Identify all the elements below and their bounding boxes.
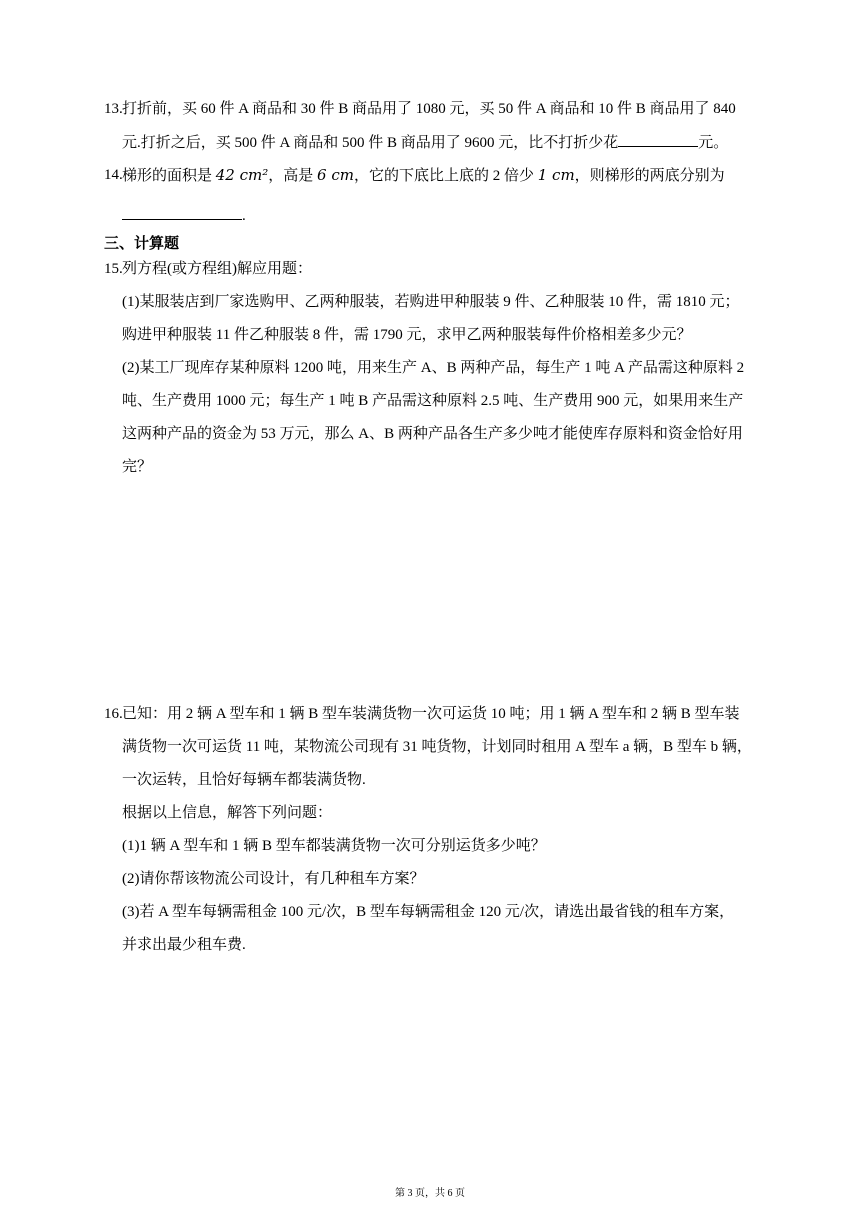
subquestion-1-line: 购进甲种服装 11 件乙种服装 8 件，需 1790 元，求甲乙两种服装每件价格相差多少元？ [122, 327, 692, 343]
answer-blank[interactable] [122, 199, 242, 220]
period: . [242, 208, 246, 224]
question-text-line: 根据以上信息，解答下列问题： [122, 805, 333, 821]
question-text-line: 满货物一次可运货 11 吨，某物流公司现有 31 吨货物，计划同时租用 A 型车 a 辆，B 型车 b 辆， [122, 739, 752, 755]
subquestion-3-line: (3)若 A 型车每辆需租金 100 元/次，B 型车每辆需租金 120 元/次，请选出最省钱的租车方案， [122, 904, 735, 920]
question-number: 13. [104, 101, 123, 117]
question-15 [104, 253, 764, 484]
section-heading: 三、计算题 [104, 234, 180, 252]
page-footer: 第 3 页，共 6 页 [395, 1188, 465, 1199]
question-13 [104, 93, 764, 160]
subquestion-2: (2)请你帮该物流公司设计，有几种租车方案？ [122, 871, 425, 887]
question-text-line: 打折前，买 60 件 A 商品和 30 件 B 商品用了 1080 元，买 50 件 A 商品和 10 件 B 商品用了 840 [122, 101, 736, 117]
question-14 [104, 159, 764, 233]
question-text: 梯形的面积是 [122, 168, 216, 184]
question-number: 16. [104, 706, 123, 722]
question-text-suffix: 元。 [698, 135, 729, 151]
question-intro: 列方程(或方程组)解应用题： [122, 261, 312, 277]
question-text-line: 一次运转，且恰好每辆车都装满货物. [122, 772, 366, 788]
question-text-line: 元.打折之后，买 500 件 A 商品和 500 件 B 商品用了 9600 元，比不打折少花 [122, 135, 619, 151]
math-diff: 1 cm [537, 166, 575, 184]
question-number: 14. [104, 167, 123, 183]
subquestion-2-line: 这两种产品的资金为 53 万元，那么 A、B 两种产品各生产多少吨才能使库存原料和资金恰好用 [122, 426, 743, 442]
math-height: 6 cm [317, 166, 354, 184]
question-text: ，它的下底比上底的 2 倍少 [353, 168, 538, 184]
math-area: 42 cm² [215, 166, 269, 184]
subquestion-2-line: 吨、生产费用 1000 元；每生产 1 吨 B 产品需这种原料 2.5 吨、生产费用 900 元，如果用来生产 [122, 393, 744, 409]
answer-blank[interactable] [618, 126, 698, 147]
question-16 [104, 698, 764, 962]
subquestion-2-line: (2)某工厂现库存某种原料 1200 吨，用来生产 A、B 两种产品，每生产 1 吨 A 产品需这种原料 2 [122, 360, 745, 376]
question-text: ，高是 [268, 168, 318, 184]
subquestion-1-line: (1)某服装店到厂家选购甲、乙两种服装，若购进甲种服装 9 件、乙种服装 10 件，需 1810 元； [122, 294, 740, 310]
subquestion-2-line: 完？ [122, 459, 153, 475]
subquestion-3-line: 并求出最少租车费. [122, 937, 246, 953]
subquestion-1: (1)1 辆 A 型车和 1 辆 B 型车都装满货物一次可分别运货多少吨？ [122, 838, 546, 854]
question-number: 15. [104, 261, 123, 277]
question-text-line: 已知：用 2 辆 A 型车和 1 辆 B 型车装满货物一次可运货 10 吨；用 1 辆 A 型车和 2 辆 B 型车装 [122, 706, 740, 722]
question-text: ，则梯形的两底分别为 [574, 168, 725, 184]
